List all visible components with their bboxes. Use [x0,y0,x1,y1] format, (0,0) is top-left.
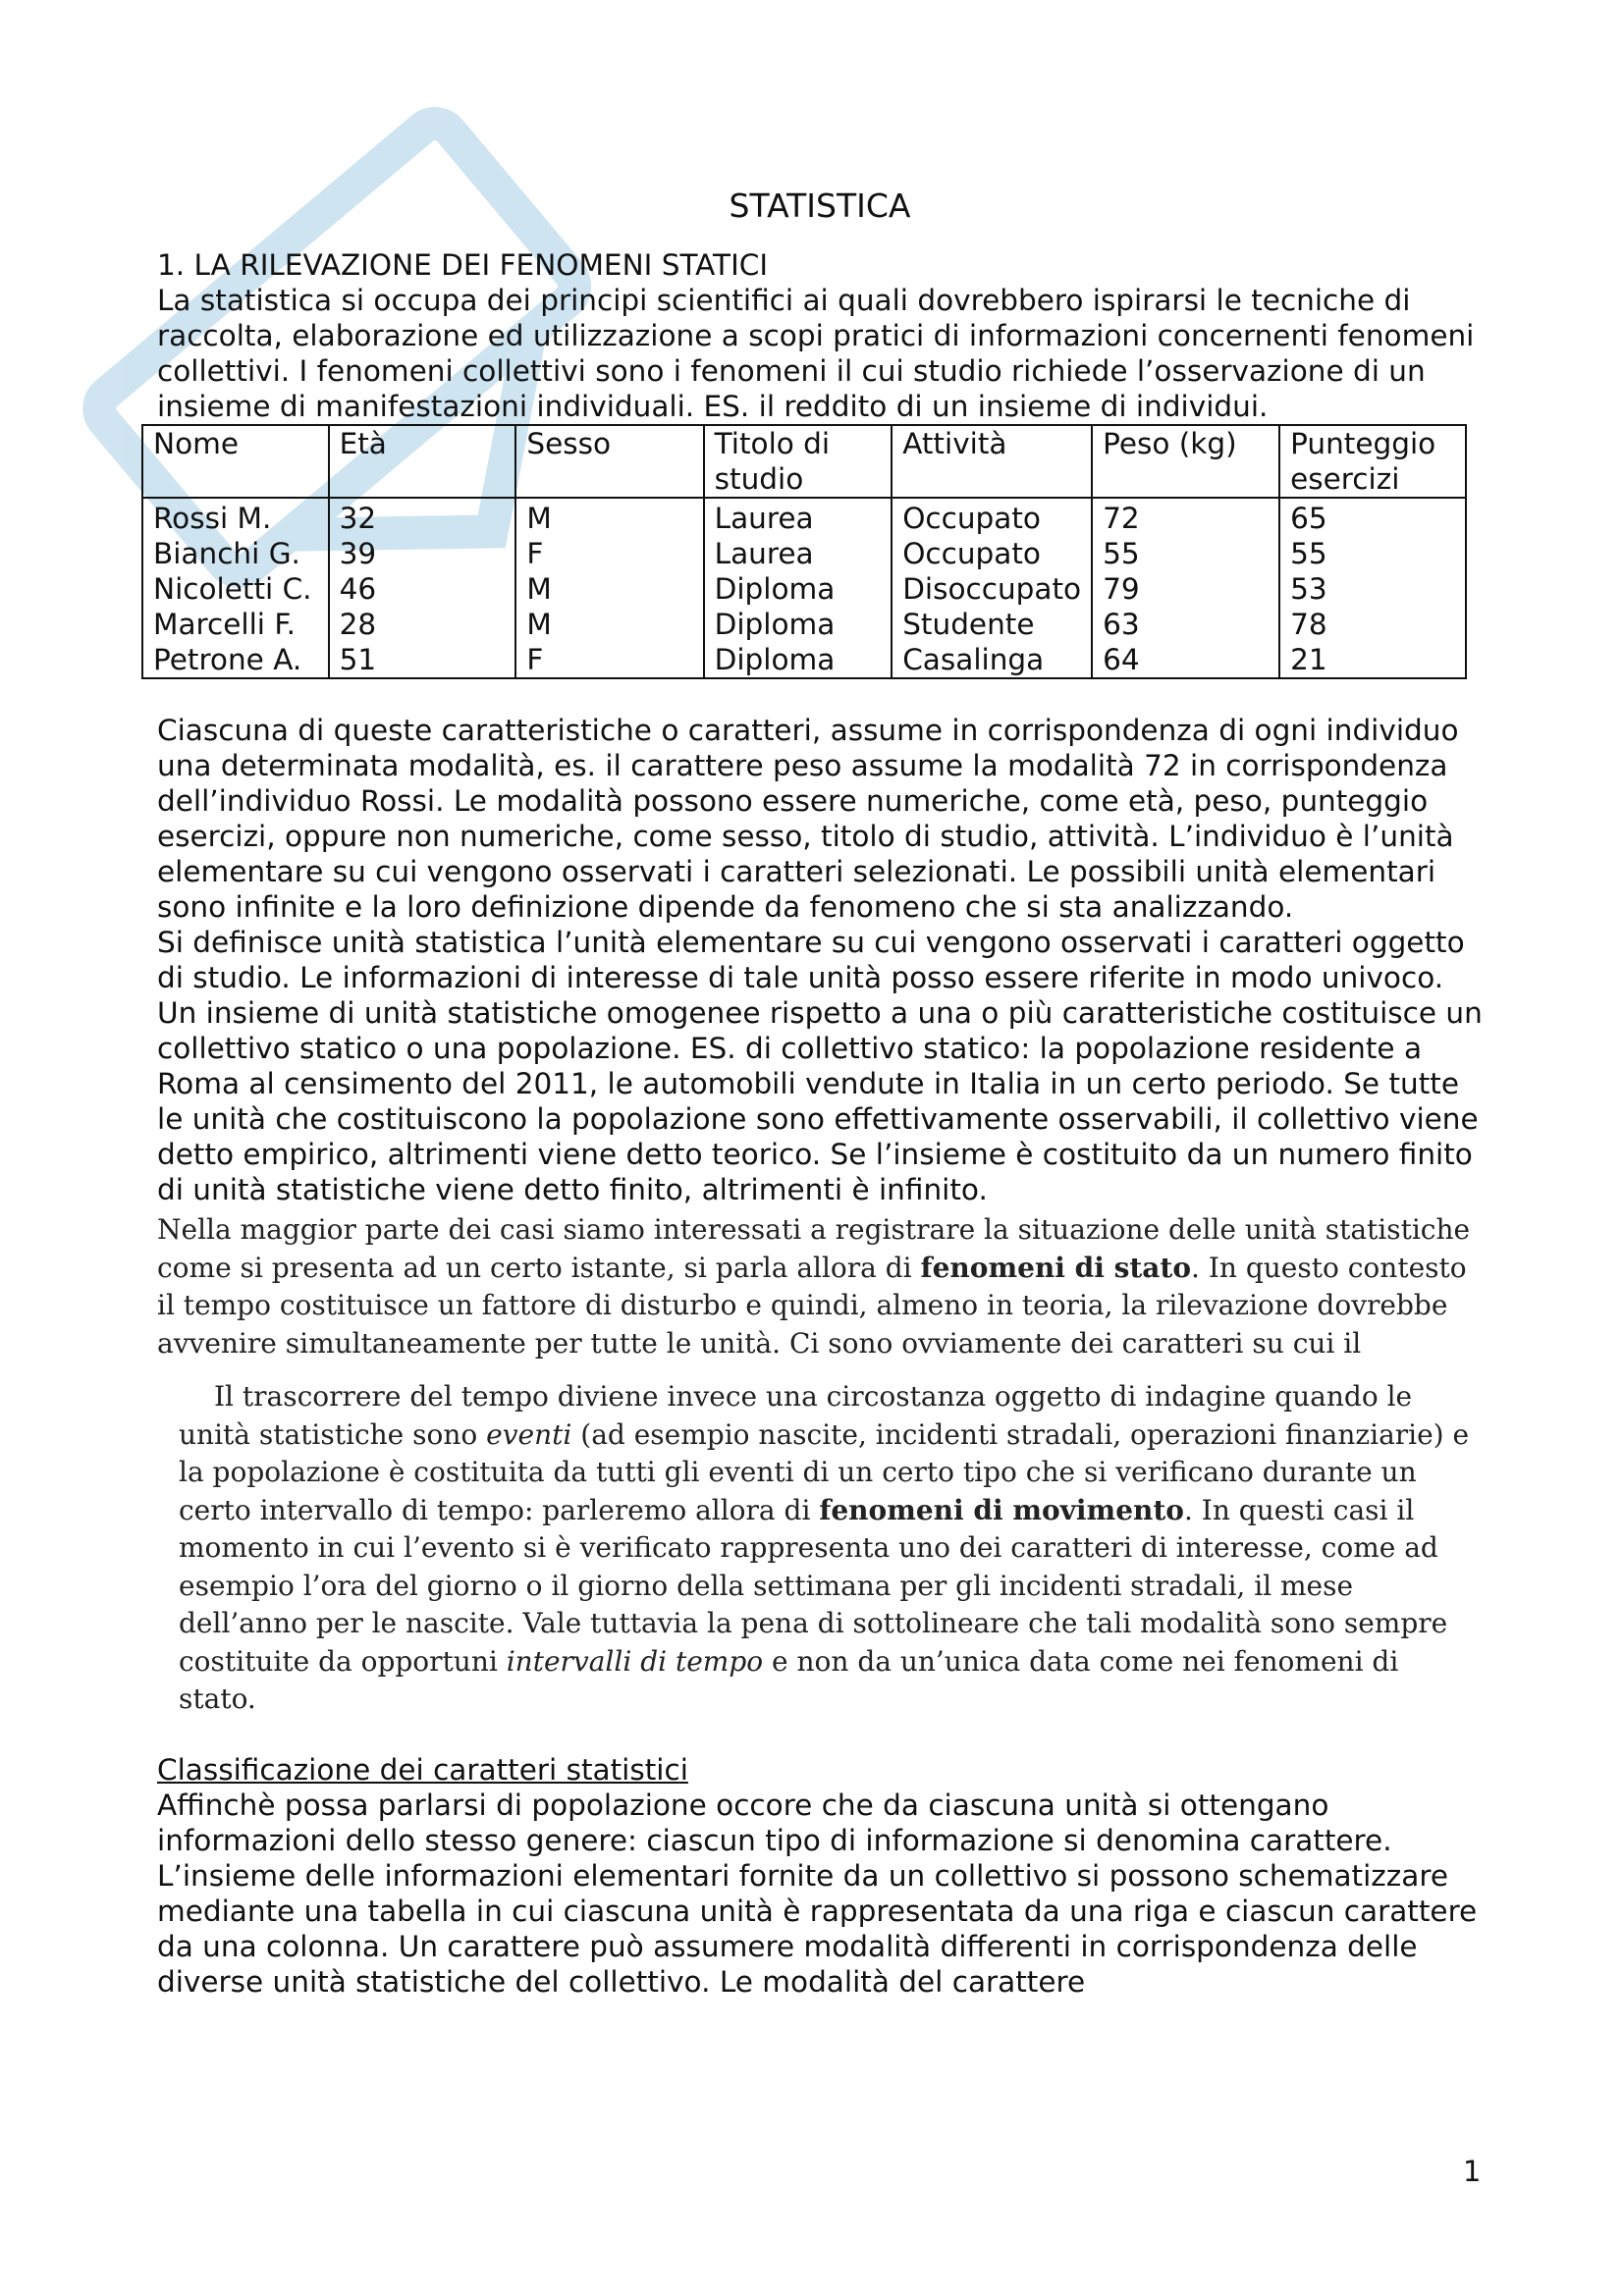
scan2-text-2: (ad esempio nascite, incidenti stradali, operazioni finanziarie) e la popolazione è costituita da tutti gli eventi di un certo tipo che si verificano durante un certo intervallo di tempo: parleremo allora di [179,1417,1470,1526]
column-eta: 32 39 46 28 51 [329,498,516,678]
paragraph-classificazione: Affinchè possa parlarsi di popolazione occore che da ciascuna unità si ottengano informazioni dello stesso genere: ciascun tipo di informazione si denomina carattere. L’insieme delle informazioni elementari fornite da un collettivo si possono schematizzare mediante una tabella in cui ciascuna unità è rappresentata da una riga e ciascun carattere da una colonna. Un carattere può assumere modalità differenti in corrispondenza delle diverse unità statistiche del collettivo. Le modalità del carattere [157,1788,1478,1999]
scanned-paragraph-fenomeni-di-stato [157,1211,1483,1362]
scan2-italic-eventi: eventi [486,1417,572,1451]
scanned-paragraph-fenomeni-di-movimento [157,1378,1483,1719]
page-title: STATISTICA [729,187,911,225]
column-sesso: M F M M F [515,498,703,678]
column-titolo-di-studio: Laurea Laurea Diploma Diploma Diploma [704,498,893,678]
column-punteggio: 65 55 53 78 21 [1279,498,1466,678]
paragraph-unita-statistica: Si definisce unità statistica l’unità elementare su cui vengono osservati i caratteri oggetto di studio. Le informazioni di interesse di tale unità posso essere riferite in modo univoco. Un insieme di unità statistiche omogenee rispetto a una o più caratteristiche costituisce un collettivo statico o una popolazione. ES. di collettivo statico: la popolazione residente a Roma al censimento del 2011, le automobili vendute in Italia in un certo periodo. Se tutte le unità che costituiscono la popolazione sono effettivamente osservabili, il collettivo viene detto empirico, altrimenti viene detto teorico. Se l’insieme è costituito da un numero finito di unità statistiche viene detto finito, altrimenti è infinito. [157,926,1483,1206]
column-nome: Rossi M. Bianchi G. Nicoletti C. Marcelli F. Petrone A. [142,498,329,678]
scan2-bold: fenomeni di movimento [819,1493,1184,1526]
scan2-text-1: Il trascorrere del tempo diviene invece una circostanza oggetto di indagine quando le unità statistiche sono [179,1380,1413,1451]
header-nome: Nome [142,425,329,498]
table-header-row [142,425,1466,498]
scan2-text-3: . In questi casi il momento in cui l’evento si è verificato rappresenta uno dei caratteri di interesse, come ad esempio l’ora del giorno o il giorno della settimana per gli incidenti stradali, il mese dell’anno per le nascite. Vale tuttavia la pena di sottolineare che tali modalità sono sempre costituite da opportuni [179,1493,1448,1678]
header-punteggio-esercizi: Punteggio esercizi [1279,425,1466,498]
scan1-bold: fenomeni di stato [920,1251,1192,1284]
data-table [141,424,1467,679]
document-body [153,187,1483,2000]
header-sesso: Sesso [515,425,703,498]
header-attivita: Attività [892,425,1092,498]
page-number: 1 [1463,2155,1482,2188]
subheading-classificazione: Classificazione dei caratteri statistici [157,1752,688,1787]
paragraph-caratteri: Ciascuna di queste caratteristiche o caratteri, assume in corrispondenza di ogni individuo una determinata modalità, es. il carattere peso assume la modalità 72 in corrispondenza dell’individuo Rossi. Le modalità possono essere numeriche, come età, peso, punteggio esercizi, oppure non numeriche, come sesso, titolo di studio, attività. L’individuo è l’unità elementare su cui vengono osservati i caratteri selezionati. Le possibili unità elementari sono infinite e la loro definizione dipende da fenomeno che si sta analizzando. [157,714,1459,924]
section-heading: 1. LA RILEVAZIONE DEI FENOMENI STATICI [157,248,769,282]
header-titolo-di-studio: Titolo di studio [704,425,893,498]
scan2-text-4: e non da un’unica data come nei fenomeni di stato. [179,1644,1399,1715]
scan1-text: Nella maggior parte dei casi siamo interessati a registrare la situazione delle unità statistiche come si presenta ad un certo istante, si parla allora di [157,1213,1471,1284]
intro-paragraph: La statistica si occupa dei principi scientifici ai quali dovrebbero ispirarsi le tecniche di raccolta, elaborazione ed utilizzazione a scopi pratici di informazioni concernenti fenomeni collettivi. I fenomeni collettivi sono i fenomeni il cui studio richiede l’osservazione di un insieme di manifestazioni individuali. ES. il reddito di un insieme di individui. [157,284,1475,423]
column-peso: 72 55 79 63 64 [1092,498,1279,678]
header-eta: Età [329,425,516,498]
table-row [142,498,1466,678]
scan2-italic-intervalli: intervalli di tempo [506,1644,764,1678]
column-attivita: Occupato Occupato Disoccupato Studente Casalinga [892,498,1092,678]
header-peso: Peso (kg) [1092,425,1279,498]
scan1-text-end: . In questo contesto il tempo costituisce un fattore di disturbo e quindi, almeno in teoria, la rilevazione dovrebbe avvenire simultaneamente per tutte le unità. Ci sono ovviamente dei caratteri su cui il [157,1251,1467,1360]
